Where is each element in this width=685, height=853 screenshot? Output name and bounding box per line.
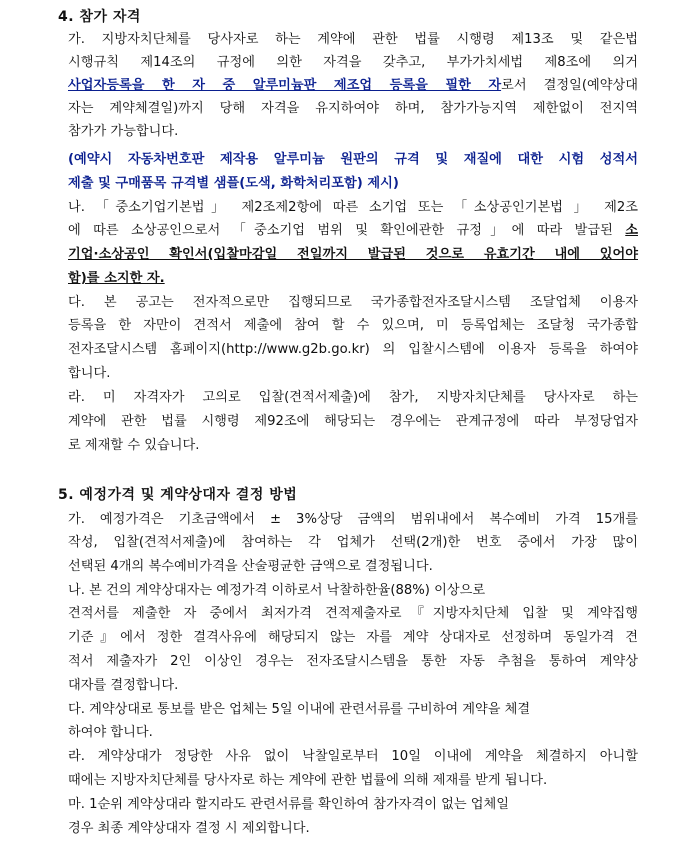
s5-na-line-4: 적서 제출자가 2인 이상인 경우는 전자조달시스템을 통한 자동 추첨을 통하여 계약상 xyxy=(68,654,638,669)
section-4-title: 4. 참가 자격 xyxy=(58,9,141,25)
section-5-title: 5. 예정가격 및 계약상대자 결정 방법 xyxy=(58,487,298,503)
s4-da-line-2: 등록을 한 자만이 견적서 제출에 참여 할 수 있으며, 미 등록업체는 조달청 국가종합 xyxy=(68,318,638,333)
s4-na-line-1: 나. 「중소기업기본법」 제2조제2항에 따른 소기업 또는 「소상공인기본법 」 제2조 xyxy=(68,200,638,215)
s4-na-line-3 xyxy=(68,243,638,266)
s4-na-line-2-text: 에 따른 소상공인으로서 「중소기업 범위 및 확인에관한 규정」에 따라 발급된 xyxy=(68,223,626,238)
s5-na-line-3: 기준』에서 정한 결격사유에 해당되지 않는 자를 계약 상대자로 선정하며 동일가격 견 xyxy=(68,630,638,645)
s4-ga-line-2: 시행규칙 제14조의 규정에 의한 자격을 갖추고, 부가가치세법 제8조에 의거 xyxy=(68,55,638,70)
s4-na-line-4 xyxy=(68,267,638,290)
s5-ga-line-1: 가. 예정가격은 기초금액에서 ± 3%상당 금액의 범위내에서 복수예비 가격 15개를 xyxy=(68,512,638,527)
s4-ga-emphasis: 사업자등록을 한 자 중 알루미늄판 제조업 등록을 필한 자 xyxy=(68,78,502,93)
s4-da-line-3: 전자조달시스템 홈페이지(http://www.g2b.go.kr) 의 입찰시스템에 이용자 등록을 하여야 xyxy=(68,342,638,357)
s4-ra-line-3: 로 제재할 수 있습니다. xyxy=(68,438,200,453)
s4-da-line-1: 다. 본 공고는 전자적으로만 집행되므로 국가종합전자조달시스템 조달업체 이용자 xyxy=(68,295,638,310)
s4-na-line-2-underlined: 소 xyxy=(625,223,638,238)
s4-ga-note-line-2: 제출 및 구매품목 규격별 샘플(도색, 화학처리포함) 제시) xyxy=(68,176,399,191)
s5-na-line-2: 견적서를 제출한 자 중에서 최저가격 견적제출자로『지방자치단체 입찰 및 계약집행 xyxy=(68,606,638,621)
s4-ga-line-4: 자는 계약체결일)까지 당해 자격을 유지하여야 하며, 참가가능지역 제한없이 전지역 xyxy=(68,101,638,116)
s4-ra-line-1: 라. 미 자격자가 고의로 입찰(견적서제출)에 참가, 지방자치단체를 당사자로 하는 xyxy=(68,390,638,405)
s5-na-line-1: 나. 본 건의 계약상대자는 예정가격 이하로서 낙찰하한율(88%) 이상으로 xyxy=(68,583,486,598)
s4-ga-note-line-1: (예약시 자동차번호판 제작용 알루미늄 원판의 규격 및 재질에 대한 시험 성적서 xyxy=(68,152,638,167)
s5-na-line-5: 대자를 결정합니다. xyxy=(68,678,179,693)
s5-ma-line-2: 경우 최종 계약상대자 결정 시 제외합니다. xyxy=(68,821,310,836)
s5-ga-line-2: 작성, 입찰(견적서제출)에 참여하는 각 업체가 선택(2개)한 번호 중에서 가장 많이 xyxy=(68,535,638,550)
s4-na-certificate-text: 확인서(입찰마감일 전일까지 발급된 것으로 유효기간 내에 있어야 xyxy=(149,247,638,262)
s5-da-line-2: 하여야 합니다. xyxy=(68,725,153,740)
s4-ga-line-5: 참가가 가능합니다. xyxy=(68,124,179,139)
s5-da-line-1: 다. 계약상대로 통보를 받은 업체는 5일 이내에 관련서류를 구비하여 계약을 체결 xyxy=(68,702,531,717)
s4-ga-line-1: 가. 지방자치단체를 당사자로 하는 계약에 관한 법률 시행령 제13조 및 같은법 xyxy=(68,32,638,47)
s4-ra-line-2: 계약에 관한 법률 시행령 제92조에 해당되는 경우에는 관계규정에 따라 부정당업자 xyxy=(68,414,638,429)
s5-ra-line-1: 라. 계약상대가 정당한 사유 없이 낙찰일로부터 10일 이내에 계약을 체결하지 아니할 xyxy=(68,749,638,764)
s4-na-sme-label: 기업·소상공인 xyxy=(68,247,150,262)
s4-na-line-4-text: 함)를 소지한 자. xyxy=(68,271,165,286)
s4-da-line-4: 합니다. xyxy=(68,366,111,381)
s4-na-line-2 xyxy=(68,219,638,242)
s4-ga-line-3 xyxy=(68,74,638,97)
s4-ga-line-3-rest: 로서 결정일(예약상대 xyxy=(501,78,638,93)
s5-ma-line-1: 마. 1순위 계약상대라 할지라도 관련서류를 확인하여 참가자격이 없는 업체일 xyxy=(68,797,510,812)
s5-ga-line-3: 선택된 4개의 복수예비가격을 산술평균한 금액으로 결정됩니다. xyxy=(68,559,433,574)
s5-ra-line-2: 때에는 지방자치단체를 당사자로 하는 계약에 관한 법률에 의해 제재를 받게 됩니다. xyxy=(68,773,548,788)
